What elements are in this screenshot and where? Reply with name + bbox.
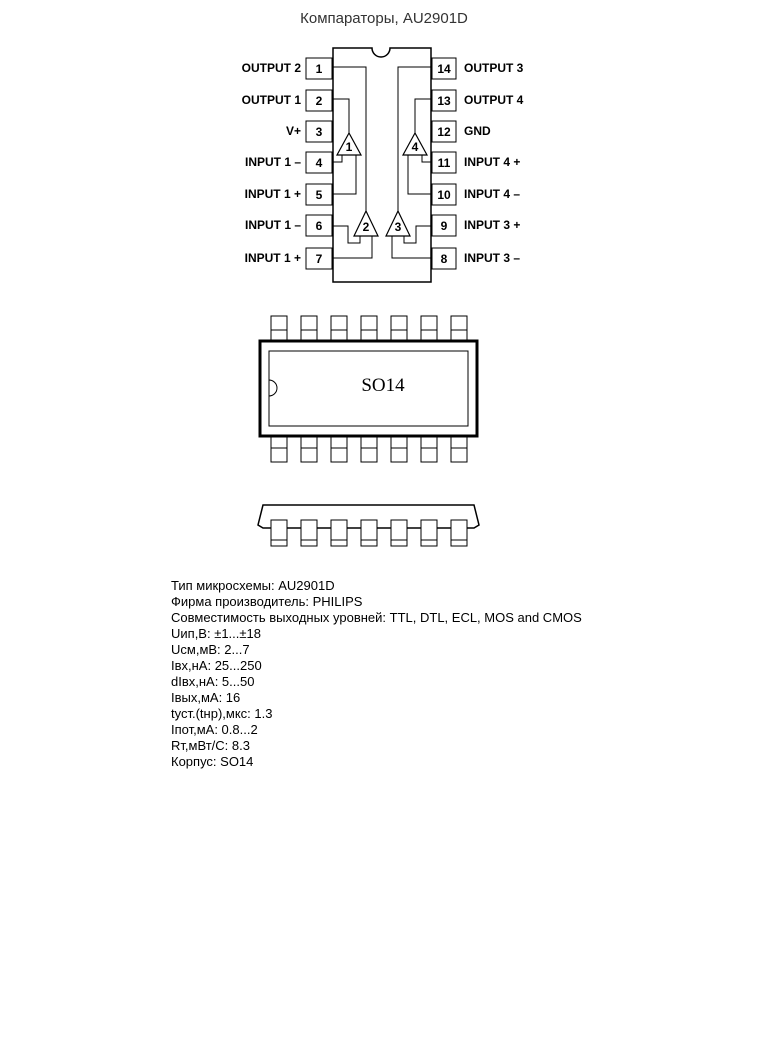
pin-1 — [242, 58, 332, 79]
pin-number: 7 — [315, 252, 323, 266]
lead-bottom — [421, 436, 437, 462]
package-top-view — [260, 316, 477, 462]
pin-label: OUTPUT 2 — [241, 61, 301, 75]
spec-line: Uсм,мВ: 2...7 — [171, 642, 250, 657]
lead-side — [331, 520, 347, 546]
pin-label: INPUT 1 – — [244, 218, 301, 232]
pin-label: INPUT 1 – — [244, 155, 301, 169]
spec-line: Iвх,нА: 25...250 — [171, 658, 262, 673]
pin-number: 14 — [437, 62, 451, 76]
pin-number: 1 — [315, 62, 323, 76]
pin-number: 5 — [315, 188, 323, 202]
pin-label: INPUT 3 + — [464, 218, 521, 232]
pin-number: 3 — [315, 125, 323, 139]
pin-label: OUTPUT 1 — [241, 93, 301, 107]
spec-line: Uип,В: ±1...±18 — [171, 626, 261, 641]
pin-13 — [432, 90, 524, 111]
spec-line: Фирма производитель: PHILIPS — [171, 594, 363, 609]
pin-14 — [432, 58, 524, 79]
spec-line: Iпот,мА: 0.8...2 — [171, 722, 258, 737]
lead-top — [271, 316, 287, 341]
pin-label: INPUT 1 + — [244, 187, 301, 201]
pin-number: 2 — [315, 94, 323, 108]
lead-bottom — [391, 436, 407, 462]
lead-side — [421, 520, 437, 546]
pin-8 — [432, 248, 520, 269]
pin-number: 4 — [315, 156, 323, 170]
lead-bottom — [331, 436, 347, 462]
spec-line: tуст.(tнр),мкс: 1.3 — [171, 706, 273, 721]
lead-top — [301, 316, 317, 341]
lead-side — [361, 520, 377, 546]
pin-number: 6 — [315, 219, 323, 233]
lead-top — [361, 316, 377, 341]
pin-7 — [245, 248, 332, 269]
lead-bottom — [361, 436, 377, 462]
lead-side — [301, 520, 317, 546]
pin-label: INPUT 1 + — [244, 251, 301, 265]
pin-label: OUTPUT 4 — [464, 93, 524, 107]
pin-label: V+ — [285, 124, 301, 138]
pin-number: 11 — [437, 156, 451, 170]
pin-label: OUTPUT 3 — [464, 61, 524, 75]
pin-9 — [432, 215, 520, 236]
spec-list — [171, 578, 582, 770]
spec-line: dIвх,нА: 5...50 — [171, 674, 255, 689]
pin-11 — [432, 152, 520, 173]
lead-top — [451, 316, 467, 341]
lead-side — [451, 520, 467, 546]
pin-label: INPUT 4 – — [464, 187, 521, 201]
pin-3 — [286, 121, 332, 142]
pin-10 — [432, 184, 520, 205]
lead-top — [421, 316, 437, 341]
spec-line: Корпус: SO14 — [171, 754, 254, 769]
pin-12 — [432, 121, 491, 142]
package-label: SO14 — [361, 375, 405, 396]
package-side-view — [258, 505, 479, 546]
ic-body — [333, 48, 431, 282]
spec-line: Совместимость выходных уровней: TTL, DTL, ECL, MOS and CMOS — [171, 610, 582, 625]
comparator-1-label: 1 — [345, 140, 353, 154]
lead-bottom — [301, 436, 317, 462]
lead-bottom — [451, 436, 467, 462]
pin-number: 12 — [437, 125, 451, 139]
pin-number: 9 — [440, 219, 448, 233]
comparator-3-label: 3 — [394, 220, 402, 234]
pin-number: 10 — [437, 188, 451, 202]
pin-number: 13 — [437, 94, 451, 108]
lead-top — [391, 316, 407, 341]
spec-line: Тип микросхемы: AU2901D — [171, 578, 335, 593]
pin-label: INPUT 4 + — [464, 155, 521, 169]
pin-number: 8 — [440, 252, 448, 266]
lead-side — [391, 520, 407, 546]
pin-2 — [242, 90, 332, 111]
comparator-2-label: 2 — [362, 220, 370, 234]
pin-6 — [245, 215, 332, 236]
pin-4 — [245, 152, 332, 173]
lead-bottom — [271, 436, 287, 462]
pin-label: GND — [464, 124, 491, 138]
comparator-4-label: 4 — [411, 140, 419, 154]
lead-top — [331, 316, 347, 341]
spec-line: Rт,мВт/С: 8.3 — [171, 738, 250, 753]
spec-line: Iвых,мА: 16 — [171, 690, 241, 705]
pin-label: INPUT 3 – — [464, 251, 521, 265]
page-title: Компараторы, AU2901D — [300, 10, 468, 27]
lead-side — [271, 520, 287, 546]
pin-5 — [245, 184, 332, 205]
